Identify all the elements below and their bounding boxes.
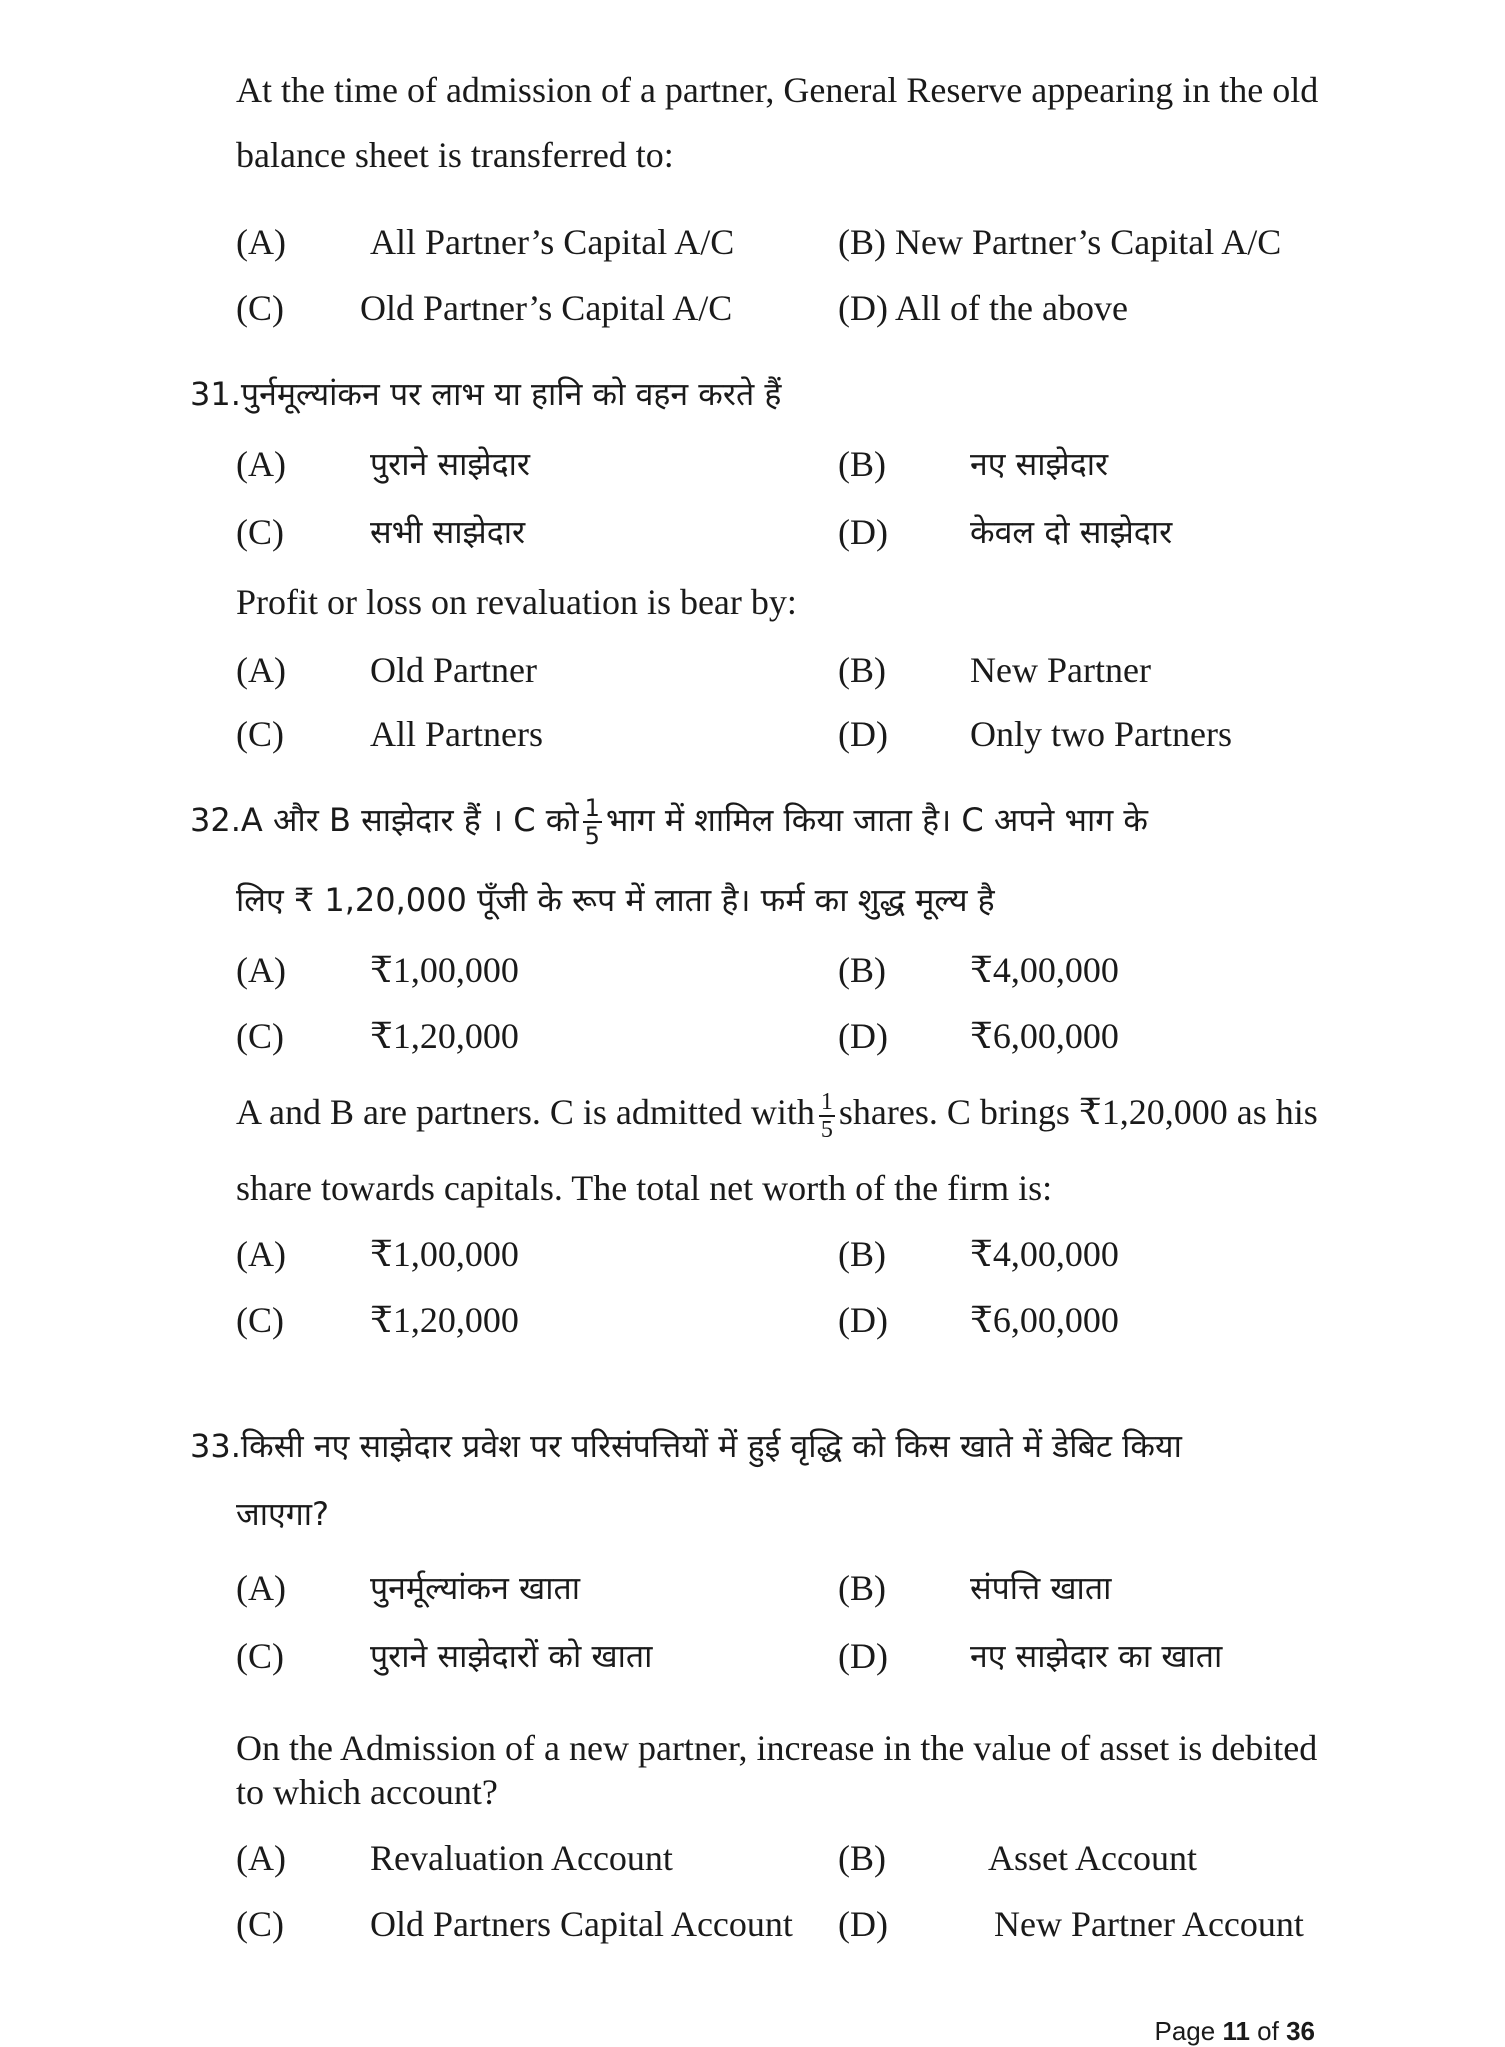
- q33-hi-c-key: (C): [236, 1636, 284, 1676]
- fraction-denominator: 5: [584, 822, 600, 850]
- q33-en-c: Old Partners Capital Account: [370, 1904, 793, 1944]
- q32-en-b: ₹4,00,000: [970, 1234, 1119, 1274]
- q31-en-a: Old Partner: [370, 650, 537, 690]
- q32-hi-c: ₹1,20,000: [370, 1016, 519, 1056]
- q33-english-stem-line2: to which account?: [236, 1772, 498, 1812]
- q32-en-d: ₹6,00,000: [970, 1300, 1119, 1340]
- page-separator: of: [1249, 2016, 1287, 2046]
- fraction-denominator: 5: [820, 1116, 833, 1143]
- q33-hi-a-key: (A): [236, 1568, 286, 1608]
- current-page: 11: [1222, 2016, 1250, 2046]
- q31-en-d-key: (D): [838, 714, 888, 754]
- q30-option-b: (B) New Partner’s Capital A/C: [838, 222, 1282, 262]
- q32-english-stem-part1: A and B are partners. C is admitted with: [236, 1092, 815, 1132]
- q31-hi-b: नए साझेदार: [970, 445, 1109, 483]
- q32-english-stem-line2: share towards capitals. The total net worth of the firm is:: [236, 1168, 1053, 1208]
- q33-hi-b-key: (B): [838, 1568, 886, 1608]
- q33-hindi-stem-line1: 33.किसी नए साझेदार प्रवेश पर परिसंपत्तियों में हुई वृद्धि को किस खाते में डेबिट किया: [190, 1427, 1182, 1465]
- q33-hindi-stem-line2: जाएगा?: [236, 1495, 330, 1533]
- fraction-numerator: 1: [820, 1088, 833, 1115]
- q31-hi-a-key: (A): [236, 444, 286, 484]
- q33-hi-c: पुराने साझेदारों को खाता: [370, 1637, 653, 1675]
- q33-english-stem-line1: On the Admission of a new partner, increase in the value of asset is debited: [236, 1728, 1318, 1768]
- q31-en-a-key: (A): [236, 650, 286, 690]
- q31-english-stem: Profit or loss on revaluation is bear by:: [236, 582, 797, 622]
- q30-stem-line1: At the time of admission of a partner, General Reserve appearing in the old: [236, 70, 1319, 110]
- q32-hindi-stem-part1: 32.A और B साझेदार हैं । C को: [190, 801, 579, 839]
- q30-option-c: Old Partner’s Capital A/C: [360, 288, 733, 328]
- q31-hi-c-key: (C): [236, 512, 284, 552]
- total-pages: 36: [1286, 2016, 1315, 2046]
- q33-en-d-key: (D): [838, 1904, 888, 1944]
- q32-hindi-stem-line2: लिए ₹ 1,20,000 पूँजी के रूप में लाता है। फर्म का शुद्ध मूल्य है: [236, 881, 995, 919]
- q31-en-d: Only two Partners: [970, 714, 1232, 754]
- q31-en-b: New Partner: [970, 650, 1151, 690]
- q31-en-b-key: (B): [838, 650, 886, 690]
- q33-hi-d-key: (D): [838, 1636, 888, 1676]
- q33-hi-d: नए साझेदार का खाता: [970, 1637, 1223, 1675]
- q32-hi-a-key: (A): [236, 950, 286, 990]
- q33-en-b-key: (B): [838, 1838, 886, 1878]
- q32-hindi-fraction: [583, 795, 602, 849]
- fraction-numerator: 1: [584, 794, 600, 822]
- page-prefix: Page: [1154, 2016, 1223, 2046]
- q32-english-stem-part2: shares. C brings ₹1,20,000 as his: [838, 1092, 1318, 1132]
- q30-stem-line2: balance sheet is transferred to:: [236, 135, 674, 175]
- q31-hi-b-key: (B): [838, 444, 886, 484]
- q33-en-b: Asset Account: [988, 1838, 1197, 1878]
- q32-hindi-stem-part2: भाग में शामिल किया जाता है। C अपने भाग के: [605, 801, 1149, 839]
- q31-hi-c: सभी साझेदार: [370, 513, 526, 551]
- page-number: [1154, 2016, 1315, 2047]
- q31-en-c: All Partners: [370, 714, 543, 754]
- q32-hi-d: ₹6,00,000: [970, 1016, 1119, 1056]
- q32-en-b-key: (B): [838, 1234, 886, 1274]
- q33-hi-b: संपत्ति खाता: [970, 1569, 1112, 1607]
- q31-hindi-stem: 31.पुर्नमूल्यांकन पर लाभ या हानि को वहन करते हैं: [190, 375, 782, 413]
- q32-en-a-key: (A): [236, 1234, 286, 1274]
- q30-option-a: All Partner’s Capital A/C: [370, 222, 735, 262]
- q32-hindi-stem-line1: [190, 790, 1148, 850]
- q33-hi-a: पुनर्मूल्यांकन खाता: [370, 1569, 581, 1607]
- q32-english-fraction: [819, 1089, 835, 1143]
- q32-en-d-key: (D): [838, 1300, 888, 1340]
- q30-option-c-key: (C): [236, 288, 284, 328]
- q31-hi-d-key: (D): [838, 512, 888, 552]
- q32-hi-c-key: (C): [236, 1016, 284, 1056]
- q32-en-c-key: (C): [236, 1300, 284, 1340]
- q32-hi-b-key: (B): [838, 950, 886, 990]
- q32-en-a: ₹1,00,000: [370, 1234, 519, 1274]
- q32-english-stem-line1: [236, 1082, 1318, 1143]
- q33-en-a-key: (A): [236, 1838, 286, 1878]
- q32-en-c: ₹1,20,000: [370, 1300, 519, 1340]
- q31-en-c-key: (C): [236, 714, 284, 754]
- q33-en-c-key: (C): [236, 1904, 284, 1944]
- q32-hi-b: ₹4,00,000: [970, 950, 1119, 990]
- q32-hi-d-key: (D): [838, 1016, 888, 1056]
- q31-hi-a: पुराने साझेदार: [370, 445, 530, 483]
- q33-en-a: Revaluation Account: [370, 1838, 673, 1878]
- q30-option-a-key: (A): [236, 222, 286, 262]
- q33-en-d: New Partner Account: [994, 1904, 1304, 1944]
- q30-option-d: (D) All of the above: [838, 288, 1128, 328]
- q31-hi-d: केवल दो साझेदार: [970, 513, 1173, 551]
- q32-hi-a: ₹1,00,000: [370, 950, 519, 990]
